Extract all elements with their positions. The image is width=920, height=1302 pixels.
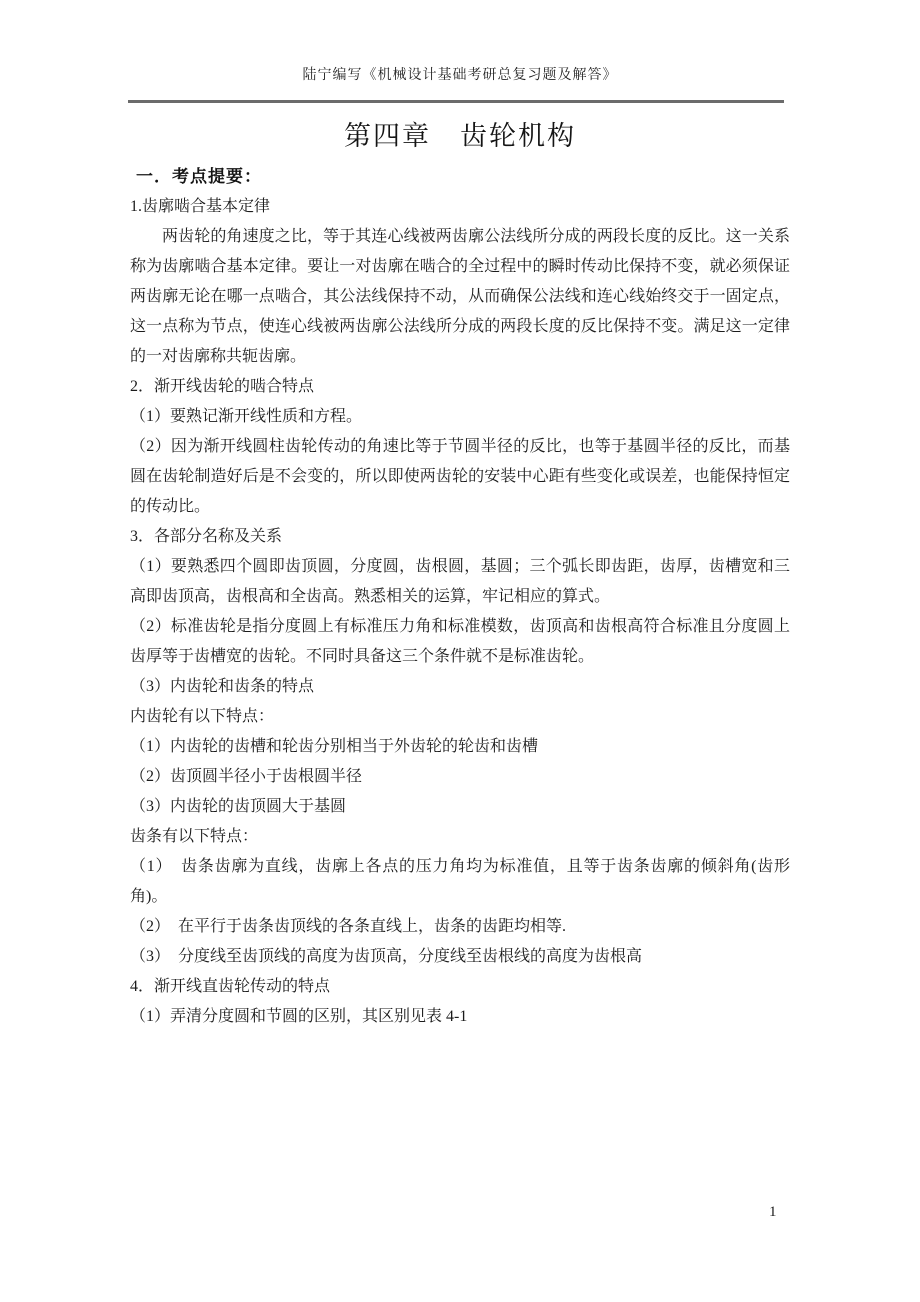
body-paragraph: （1）内齿轮的齿槽和轮齿分别相当于外齿轮的轮齿和齿槽 bbox=[130, 738, 539, 755]
body-paragraph: 两齿轮的角速度之比，等于其连心线被两齿廓公法线所分成的两段长度的反比。这一关系称为齿廓啮合基本定律。要让一对齿廓在啮合的全过程中的瞬时传动比保持不变，就必须保证两齿廓无论在哪一点啮合，其公法线保持不动，从而确保公法线和连心线始终交于一固定点，这一点称为节点，使连心线被两齿廓公法线所分成的两段长度的反比保持不变。满足这一定律的一对齿廓称共轭齿廓。 bbox=[130, 228, 790, 365]
body-paragraph: （3）内齿轮的齿顶圆大于基圆 bbox=[130, 798, 347, 815]
body-paragraph: （1）弄清分度圆和节圆的区别，其区别见表 4-1 bbox=[130, 1008, 468, 1025]
body-paragraph: 4．渐开线直齿轮传动的特点 bbox=[130, 978, 331, 995]
page-header-text: 陆宁编写《机械设计基础考研总复习题及解答》 bbox=[302, 68, 618, 83]
section-heading: 一．考点提要： bbox=[136, 167, 262, 186]
document-body bbox=[130, 192, 790, 1032]
header-divider bbox=[128, 100, 784, 103]
body-paragraph: （2）因为渐开线圆柱齿轮传动的角速比等于节圆半径的反比，也等于基圆半径的反比，而基圆在齿轮制造好后是不会变的，所以即使两齿轮的安装中心距有些变化或误差，也能保持恒定的传动比。 bbox=[130, 438, 790, 515]
body-paragraph: （1）要熟记渐开线性质和方程。 bbox=[130, 408, 363, 425]
body-paragraph: （2）标准齿轮是指分度圆上有标准压力角和标准模数，齿顶高和齿根高符合标准且分度圆上齿厚等于齿槽宽的齿轮。不同时具备这三个条件就不是标准齿轮。 bbox=[130, 618, 790, 665]
body-paragraph: （1） 齿条齿廓为直线，齿廓上各点的压力角均为标准值，且等于齿条齿廓的倾斜角(齿形角)。 bbox=[130, 858, 790, 905]
page-number: 1 bbox=[769, 1204, 777, 1220]
body-paragraph: 内齿轮有以下特点： bbox=[130, 708, 275, 725]
body-paragraph: 齿条有以下特点： bbox=[130, 828, 259, 845]
body-paragraph: （3） 分度线至齿顶线的高度为齿顶高，分度线至齿根线的高度为齿根高 bbox=[130, 948, 643, 965]
body-paragraph: 2．渐开线齿轮的啮合特点 bbox=[130, 378, 315, 395]
chapter-title: 第四章 齿轮机构 bbox=[344, 121, 576, 151]
body-paragraph: （2） 在平行于齿条齿顶线的各条直线上，齿条的齿距均相等. bbox=[130, 918, 567, 935]
body-paragraph: 1.齿廓啮合基本定律 bbox=[130, 198, 271, 215]
body-paragraph: 3．各部分名称及关系 bbox=[130, 528, 283, 545]
body-paragraph: （1）要熟悉四个圆即齿顶圆，分度圆，齿根圆，基圆；三个弧长即齿距，齿厚，齿槽宽和三高即齿顶高，齿根高和全齿高。熟悉相关的运算，牢记相应的算式。 bbox=[130, 558, 790, 605]
body-paragraph: （3）内齿轮和齿条的特点 bbox=[130, 678, 315, 695]
body-paragraph: （2）齿顶圆半径小于齿根圆半径 bbox=[130, 768, 363, 785]
